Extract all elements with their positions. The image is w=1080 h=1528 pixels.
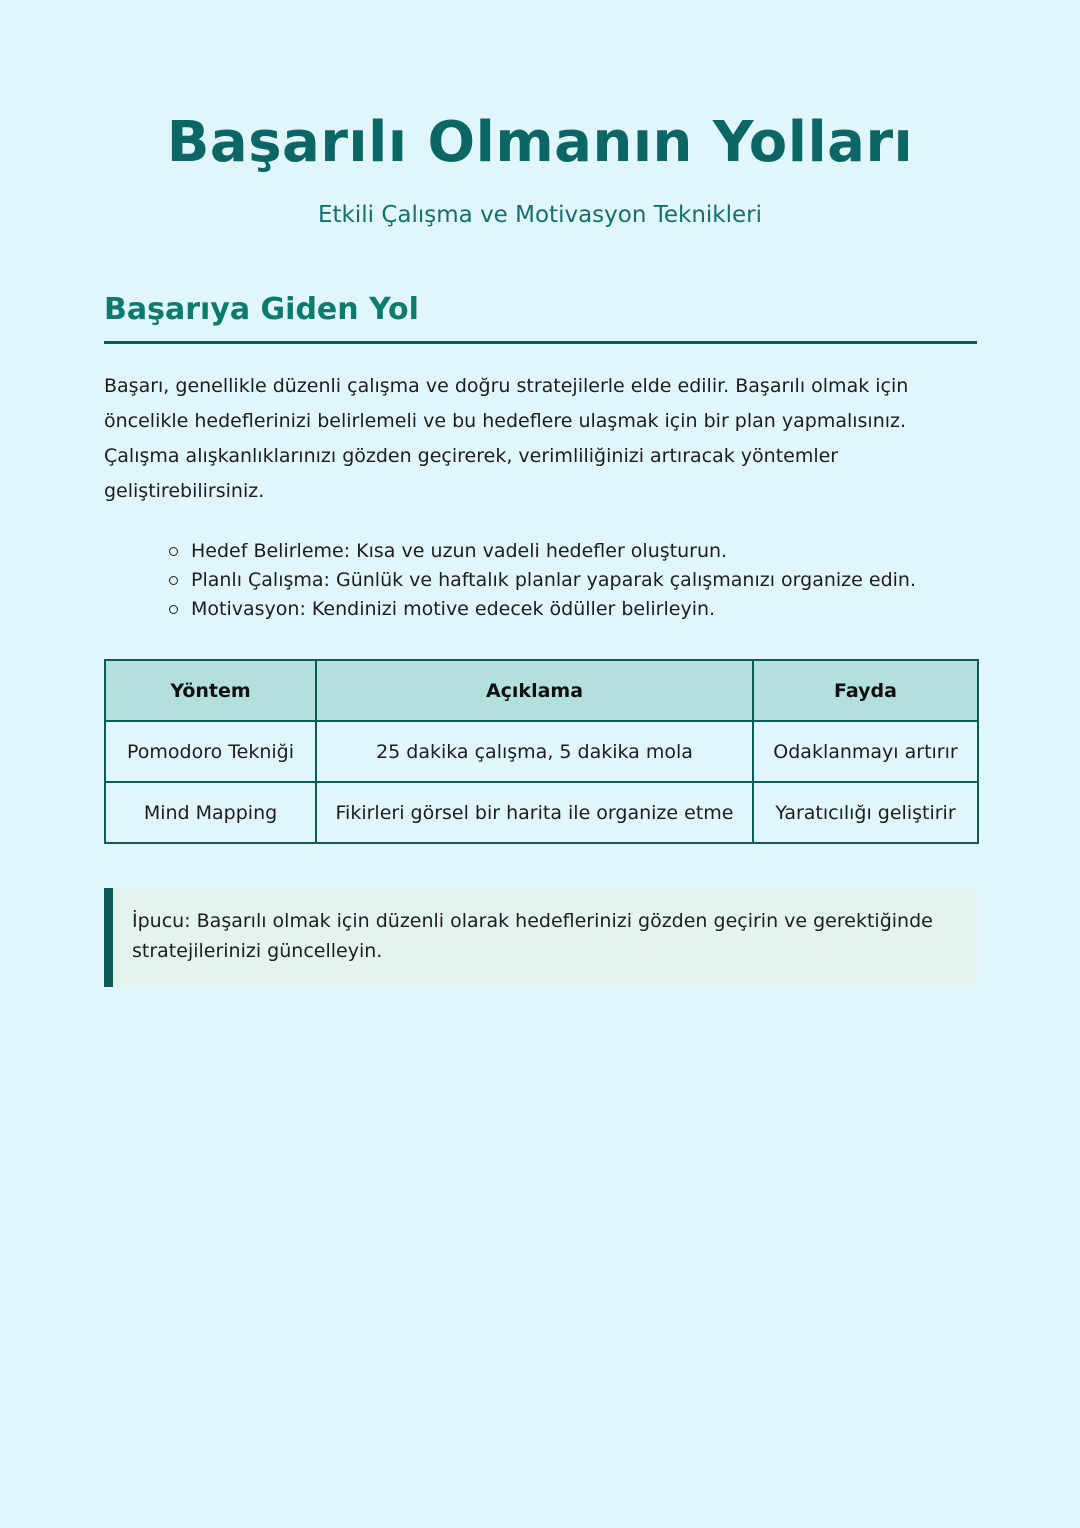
table-row <box>105 782 978 843</box>
tip-accent-bar <box>104 888 113 987</box>
table-cell: Fikirleri görsel bir harita ile organize etme <box>316 782 753 843</box>
column-header-description: Açıklama <box>316 660 753 721</box>
tip-text: İpucu: Başarılı olmak için düzenli olarak hedeflerinizi gözden geçirin ve gerektiğinde stratejilerinizi güncelleyin. <box>132 910 933 962</box>
column-header-method: Yöntem <box>105 660 316 721</box>
table-cell: Yaratıcılığı geliştirir <box>753 782 978 843</box>
table-cell: 25 dakika çalışma, 5 dakika mola <box>316 721 753 782</box>
page-title: Başarılı Olmanın Yolları <box>166 110 914 175</box>
table-row <box>105 721 978 782</box>
tip-callout <box>104 888 977 987</box>
intro-paragraph: Başarı, genellikle düzenli çalışma ve doğru stratejilerle elde edilir. Başarılı olmak için öncelikle hedeflerinizi belirlemeli ve bu hedeflere ulaşmak için bir plan yapmalısınız. Çalışma alışkanlıklarınızı gözden geçirerek, verimliliğinizi artıracak yöntemler geliştirebilirsiniz. <box>104 375 909 502</box>
list-item-text: Hedef Belirleme: Kısa ve uzun vadeli hedefler oluşturun. <box>191 540 728 562</box>
section-heading: Başarıya Giden Yol <box>104 292 419 327</box>
table-header-row <box>105 660 978 721</box>
tips-list <box>104 537 977 624</box>
page-subtitle: Etkili Çalışma ve Motivasyon Teknikleri <box>317 202 763 228</box>
table-cell: Mind Mapping <box>105 782 316 843</box>
list-item-text: Motivasyon: Kendinizi motive edecek ödüller belirleyin. <box>191 598 716 620</box>
methods-table <box>104 659 979 844</box>
bullet-circle-icon <box>169 605 178 614</box>
list-item <box>104 537 977 566</box>
section-divider <box>104 341 977 344</box>
list-item <box>104 595 977 624</box>
list-item-text: Planlı Çalışma: Günlük ve haftalık planlar yaparak çalışmanızı organize edin. <box>191 569 916 591</box>
bullet-circle-icon <box>169 547 178 556</box>
table-cell: Odaklanmayı artırır <box>753 721 978 782</box>
list-item <box>104 566 977 595</box>
column-header-benefit: Fayda <box>753 660 978 721</box>
methods-table-container <box>104 659 977 844</box>
bullet-circle-icon <box>169 576 178 585</box>
table-cell: Pomodoro Tekniği <box>105 721 316 782</box>
